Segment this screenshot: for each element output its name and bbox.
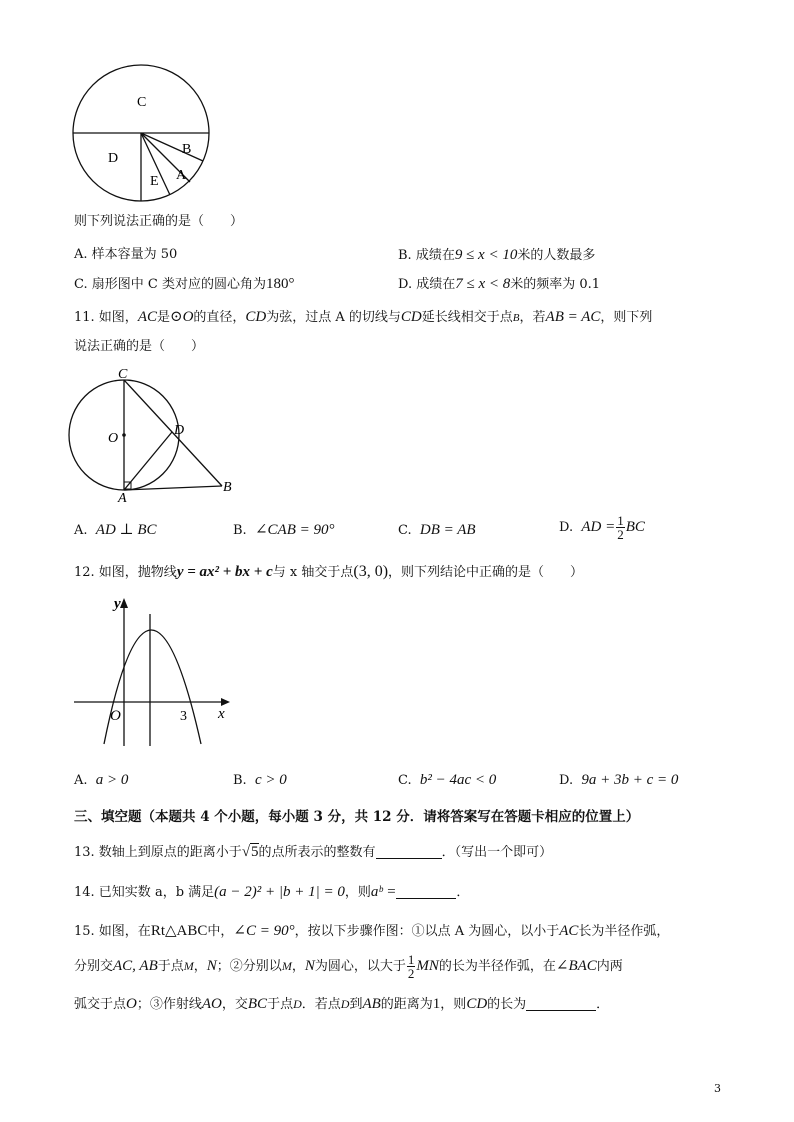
q15-answer-blank[interactable] [526, 996, 596, 1011]
q10-option-a: A. 样本容量为 50 [74, 247, 178, 262]
q11-stem-line1: 11. 如图，AC是⊙O的直径，CD为弦，过点 A 的切线与CD延长线相交于点B，若AB = AC，则下列 [74, 309, 653, 325]
q11-fig-b: B [223, 480, 232, 495]
pie-label-d: D [108, 151, 119, 166]
q10-option-c: C. 扇形图中 C 类对应的圆心角为180° [74, 276, 295, 292]
q13-answer-blank[interactable] [376, 844, 442, 859]
q11-fig-o: O [108, 431, 119, 446]
q11-option-a: A. AD ⊥ BC [74, 522, 157, 538]
q12-fig-y: y [114, 596, 121, 612]
q11-option-b: B. ∠CAB = 90° [233, 522, 335, 538]
pie-label-c: C [137, 95, 147, 110]
q11-fig-c: C [118, 367, 128, 382]
q12-option-b: B. c > 0 [233, 772, 287, 788]
q12-stem: 12. 如图，抛物线y = ax² + bx + c与 x 轴交于点(3, 0)，则下列结论中正确的是（ ） [74, 563, 584, 580]
pie-label-b: B [182, 142, 192, 157]
q14-stem: 14. 已知实数 a，b 满足(a − 2)² + |b + 1| = 0，则aᵇ = ． [74, 884, 470, 900]
q11-fig-d: D [174, 423, 185, 438]
pie-figure [66, 64, 218, 204]
pie-label-a: A [176, 168, 187, 183]
q10-option-d: D. 成绩在7 ≤ x < 8米的频率为 0.1 [398, 276, 601, 292]
q14-answer-blank[interactable] [396, 884, 456, 899]
q10-option-b: B. 成绩在9 ≤ x < 10米的人数最多 [398, 247, 596, 263]
pie-label-e: E [150, 174, 159, 189]
section-3-title: 三、填空题（本题共 4 个小题，每小题 3 分，共 12 分．请将答案写在答题卡相应的位置上） [74, 809, 640, 825]
q12-fig-3: 3 [180, 709, 187, 724]
q12-option-a: A. a > 0 [74, 772, 129, 788]
q12-option-d: D. 9a + 3b + c = 0 [559, 772, 679, 788]
q12-option-c: C. b² − 4ac < 0 [398, 772, 497, 788]
q12-parabola-figure [66, 594, 236, 754]
q11-stem-line2: 说法正确的是（ ） [74, 339, 205, 354]
q11-fig-a: A [118, 491, 127, 502]
q10-stem: 则下列说法正确的是（ ） [74, 214, 244, 229]
q12-fig-o: O [110, 708, 121, 724]
q15-line3: 弧交于点O；③作射线AO，交BC于点D．若点D到AB的距离为1，则CD的长为 ． [74, 996, 610, 1012]
page-number: 3 [714, 1082, 721, 1095]
q11-option-c: C. DB = AB [398, 522, 476, 538]
q15-line1: 15. 如图，在Rt△ABC中，∠C = 90°，按以下步骤作图：①以点 A 为圆心，以小于AC长为半径作弧， [74, 923, 670, 939]
q11-figure [66, 366, 246, 502]
q12-fig-x: x [218, 706, 225, 722]
q15-line2: 分别交AC, AB于点M，N；②分别以M，N为圆心，以大于 $\frac{1}{2}$ MN的长为半径作弧，在∠BAC内两 [74, 952, 623, 981]
q13-stem: 13. 数轴上到原点的距离小于√5的点所表示的整数有 ．（写出一个即可） [74, 844, 553, 860]
q11-option-d: D. AD = $\frac{1}{2}$ BC [559, 513, 645, 542]
